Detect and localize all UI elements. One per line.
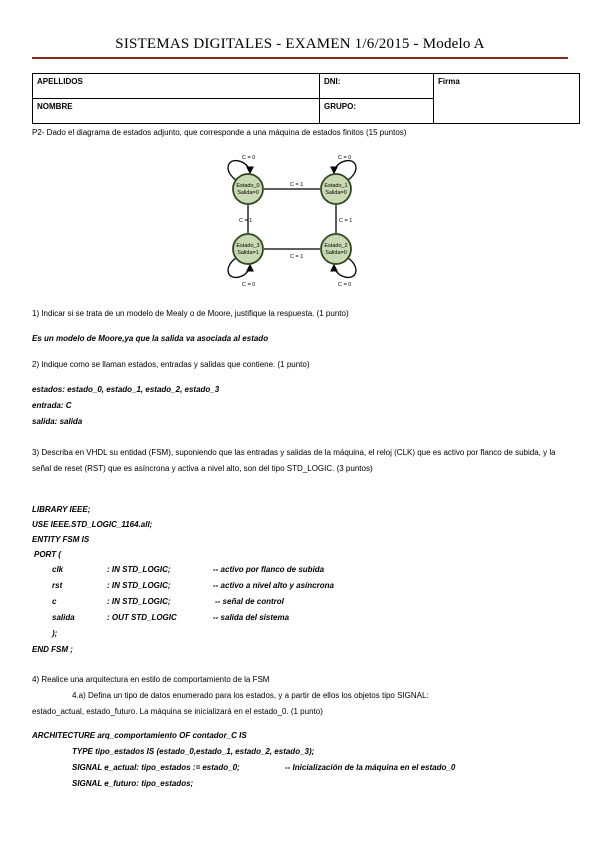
state-3-name: Estado_3 bbox=[236, 243, 260, 249]
apellidos-cell[interactable] bbox=[33, 74, 320, 99]
code-line: SIGNAL e_actual: tipo_estados := estado_0; bbox=[72, 763, 240, 772]
code-line: LIBRARY IEEE; bbox=[32, 505, 91, 514]
code-line: ARCHITECTURE arq_comportamiento OF contador_C IS bbox=[32, 731, 247, 740]
code-line: SIGNAL e_futuro: tipo_estados; bbox=[72, 779, 194, 788]
label-edge-left: C = 1 bbox=[239, 218, 253, 224]
port-comment: -- salida del sistema bbox=[213, 613, 290, 622]
port-comment: -- activo por flanco de subida bbox=[213, 565, 325, 574]
q4a-question: 4.a) Defina un tipo de datos enumerado para los estados, y a partir de ellos los objetos tipo SIGNAL: bbox=[72, 691, 429, 700]
q1-question: 1) Indicar si se trata de un modelo de Mealy o de Moore, justifique la respuesta. (1 punto) bbox=[32, 309, 349, 318]
label-edge-right: C = 1 bbox=[339, 218, 353, 224]
grupo-label: GRUPO: bbox=[324, 102, 356, 111]
q1-answer: Es un modelo de Moore,ya que la salida va asociada al estado bbox=[32, 334, 269, 343]
dni-label: DNI: bbox=[324, 77, 341, 86]
nombre-label: NOMBRE bbox=[37, 102, 73, 111]
q4-question: 4) Realice una arquitectura en estilo de comportamiento de la FSM bbox=[32, 675, 270, 684]
code-comment: -- Inicialización de la máquina en el estado_0 bbox=[285, 763, 456, 772]
apellidos-label: APELLIDOS bbox=[37, 77, 83, 86]
label-loop-bottom-left: C = 0 bbox=[242, 282, 256, 288]
page-title: SISTEMAS DIGITALES - EXAMEN 1/6/2015 - Modelo A bbox=[115, 36, 485, 52]
state-1 bbox=[321, 174, 351, 204]
student-info-table bbox=[32, 73, 580, 124]
q3-question: 3) Describa en VHDL su entidad (FSM), suponiendo que las entradas y salidas de la máquina, el reloj (CLK) que es activo por flanco de subida, y la señal de reset (RST) que es asíncrona y activa a nivel alto, son del tipo STD_LOGIC. (3 puntos) bbox=[32, 448, 556, 473]
code-line: PORT ( bbox=[34, 550, 61, 559]
code-line: ); bbox=[52, 629, 58, 638]
nombre-cell[interactable] bbox=[33, 99, 320, 124]
q2-answer-line: salida: salida bbox=[32, 417, 83, 426]
port-type: : OUT STD_LOGIC bbox=[107, 613, 177, 622]
port-type: : IN STD_LOGIC; bbox=[107, 581, 171, 590]
code-line: END FSM ; bbox=[32, 645, 73, 654]
title-underline bbox=[32, 57, 568, 59]
port-name: clk bbox=[52, 565, 64, 574]
q4a-question-cont: estado_actual, estado_futuro. La máquina se inicializará en el estado_0. (1 punto) bbox=[32, 707, 323, 716]
port-name: salida bbox=[52, 613, 75, 622]
firma-cell[interactable] bbox=[434, 74, 580, 124]
port-type: : IN STD_LOGIC; bbox=[107, 565, 171, 574]
port-comment: -- señal de control bbox=[215, 597, 284, 606]
label-loop-top-right: C = 0 bbox=[338, 155, 352, 161]
state-1-output: Salida=0 bbox=[325, 190, 347, 196]
problem-statement: P2- Dado el diagrama de estados adjunto, que corresponde a una máquina de estados finitos (15 puntos) bbox=[32, 128, 407, 137]
code-line: TYPE tipo_estados IS (estado_0,estado_1, estado_2, estado_3); bbox=[72, 747, 315, 756]
label-loop-top-left: C = 0 bbox=[242, 155, 256, 161]
state-0-output: Salida=0 bbox=[237, 190, 259, 196]
state-2-name: Estado_2 bbox=[324, 243, 348, 249]
dni-cell[interactable] bbox=[320, 74, 434, 99]
label-edge-top: C = 1 bbox=[290, 182, 304, 188]
q2-answer-line: estados: estado_0, estado_1, estado_2, estado_3 bbox=[32, 385, 220, 394]
firma-label: Firma bbox=[438, 77, 460, 86]
state-0-name: Estado_0 bbox=[236, 183, 260, 189]
port-type: : IN STD_LOGIC; bbox=[107, 597, 171, 606]
state-2 bbox=[321, 234, 351, 264]
state-diagram bbox=[220, 150, 380, 290]
port-comment: -- activo a nivel alto y asíncrona bbox=[213, 581, 334, 590]
state-1-name: Estado_1 bbox=[324, 183, 348, 189]
port-name: c bbox=[52, 597, 57, 606]
label-edge-bottom: C = 1 bbox=[290, 254, 304, 260]
state-2-output: Salida=0 bbox=[325, 250, 347, 256]
label-loop-bottom-right: C = 0 bbox=[338, 282, 352, 288]
code-line: ENTITY FSM IS bbox=[32, 535, 90, 544]
grupo-cell[interactable] bbox=[320, 99, 434, 124]
q2-question: 2) Indique como se llaman estados, entradas y salidas que contiene. (1 punto) bbox=[32, 360, 310, 369]
state-3-output: Salida=1 bbox=[237, 250, 259, 256]
port-name: rst bbox=[52, 581, 63, 590]
q2-answer-line: entrada: C bbox=[32, 401, 72, 410]
state-3 bbox=[233, 234, 263, 264]
state-0 bbox=[233, 174, 263, 204]
code-line: USE IEEE.STD_LOGIC_1164.all; bbox=[32, 520, 153, 529]
